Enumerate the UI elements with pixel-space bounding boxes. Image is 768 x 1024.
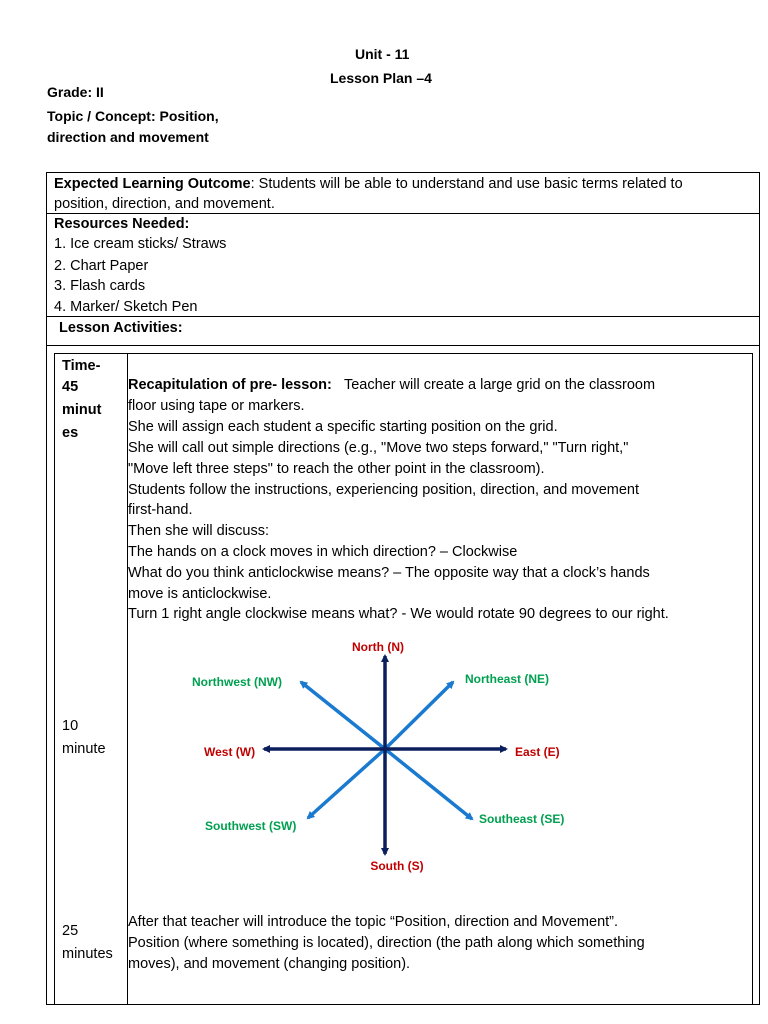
southwest-label: Southwest (SW) xyxy=(205,819,297,833)
northeast-arrow xyxy=(385,682,453,749)
lesson-activities-title: Lesson Activities: xyxy=(59,320,183,336)
southeast-label: Southeast (SE) xyxy=(479,812,565,826)
southeast-arrow xyxy=(385,749,472,819)
topic-line-1: Topic / Concept: Position, xyxy=(47,108,219,124)
recap-line-6: Students follow the instructions, experiencing position, direction, and movement xyxy=(128,482,640,498)
west-label: West (W) xyxy=(204,745,256,759)
recap-line-5: "Move left three steps" to reach the other point in the classroom). xyxy=(128,461,545,477)
recap-text-1: Teacher will create a large grid on the classroom xyxy=(343,377,656,393)
time-label: Time- xyxy=(62,358,101,374)
expected-outcome-label: Expected Learning Outcome xyxy=(54,176,251,192)
southwest-arrow xyxy=(308,749,385,818)
time-minut: minut xyxy=(62,402,102,418)
northwest-label: Northwest (NW) xyxy=(192,675,282,689)
northeast-label: Northeast (NE) xyxy=(465,672,550,686)
time-10: 10 xyxy=(62,718,79,734)
topic-line-2: direction and movement xyxy=(47,129,209,145)
recap-line-3: She will assign each student a specific starting position on the grid. xyxy=(128,419,558,435)
resource-item-2: 2. Chart Paper xyxy=(54,258,149,274)
recap-line-12: Turn 1 right angle clockwise means what? - We would rotate 90 degrees to our right. xyxy=(128,606,669,622)
lesson-plan-title: Lesson Plan –4 xyxy=(330,70,432,86)
closing-line-1: After that teacher will introduce the topic “Position, direction and Movement”. xyxy=(128,914,619,930)
resources-title: Resources Needed: xyxy=(54,216,190,232)
time-25-unit: minutes xyxy=(62,946,113,962)
recap-line-7: first-hand. xyxy=(128,502,193,518)
recap-line-4: She will call out simple directions (e.g., "Move two steps forward," "Turn right," xyxy=(128,440,629,456)
recap-line-10: What do you think anticlockwise means? – The opposite way that a clock’s hands xyxy=(128,565,650,581)
closing-line-2: Position (where something is located), direction (the path along which something xyxy=(128,935,645,951)
expected-outcome-text: : Students will be able to understand and use basic terms related to xyxy=(250,176,683,192)
north-label: North (N) xyxy=(352,640,404,654)
east-label: East (E) xyxy=(515,745,560,759)
resource-item-3: 3. Flash cards xyxy=(54,278,146,294)
south-label: South (S) xyxy=(370,859,424,873)
recap-label: Recapitulation of pre- lesson: xyxy=(128,377,332,393)
time-es: es xyxy=(62,425,79,441)
closing-line-3: moves), and movement (changing position). xyxy=(128,956,411,972)
recap-line-9: The hands on a clock moves in which direction? – Clockwise xyxy=(128,544,518,560)
recap-line-2: floor using tape or markers. xyxy=(128,398,305,414)
unit-title: Unit - 11 xyxy=(355,46,410,62)
northwest-arrow xyxy=(301,682,385,749)
time-45: 45 xyxy=(62,379,79,395)
grade-label: Grade: II xyxy=(47,84,104,100)
expected-outcome-line-2: position, direction, and movement. xyxy=(54,196,275,212)
recap-line-11: move is anticlockwise. xyxy=(128,586,272,602)
resource-item-4: 4. Marker/ Sketch Pen xyxy=(54,299,198,315)
time-10-unit: minute xyxy=(62,741,106,757)
recap-line-8: Then she will discuss: xyxy=(128,523,270,539)
resource-item-1: 1. Ice cream sticks/ Straws xyxy=(54,236,227,252)
time-25: 25 xyxy=(62,923,79,939)
